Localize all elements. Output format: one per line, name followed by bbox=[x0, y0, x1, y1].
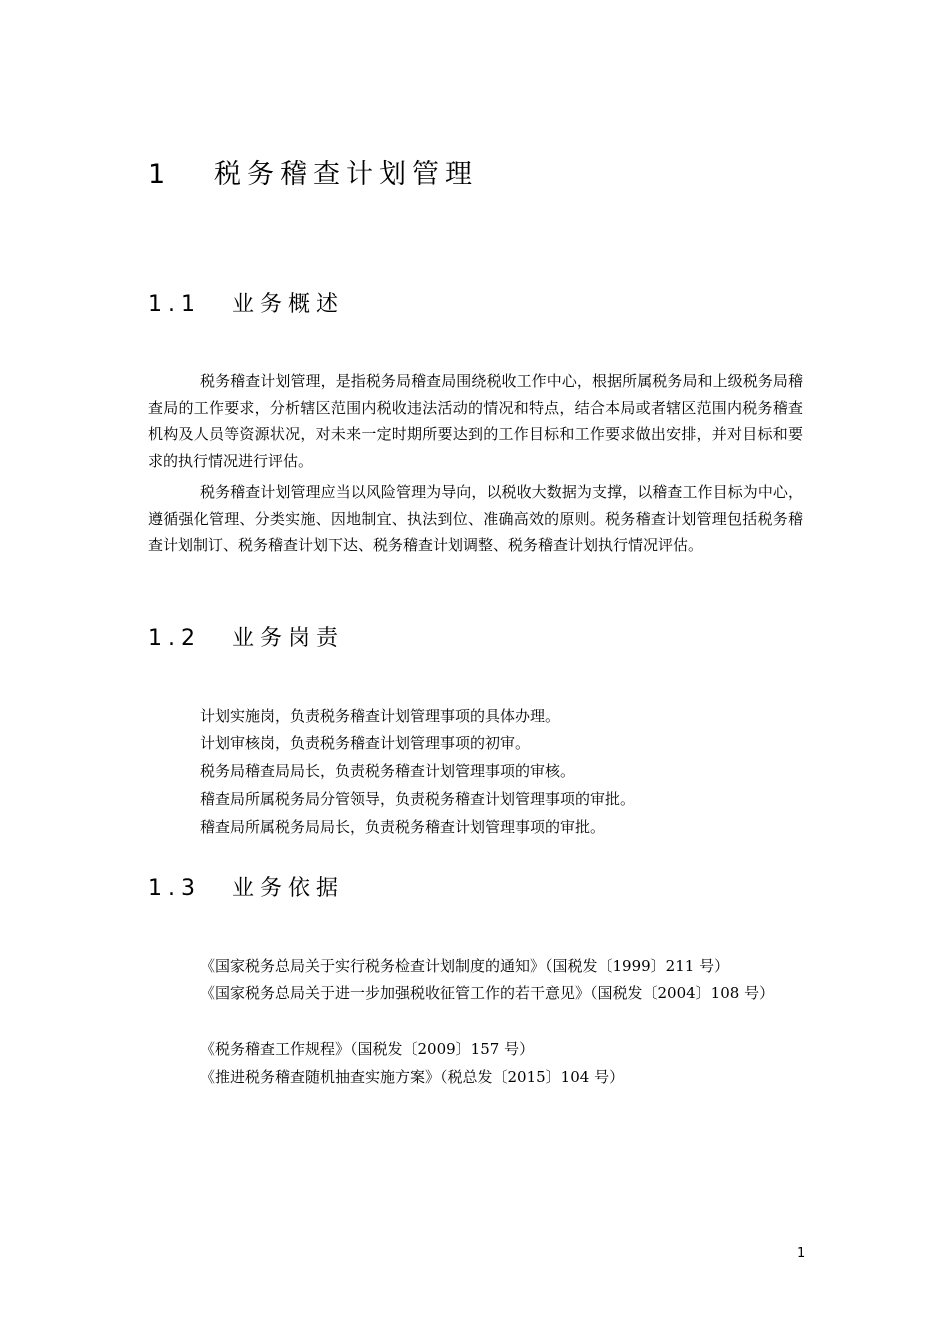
section-title: 业务概述 bbox=[232, 292, 345, 317]
chapter-heading bbox=[148, 152, 478, 191]
duty-item: 稽查局所属税务局局长，负责税务稽查计划管理事项的审批。 bbox=[200, 818, 606, 836]
page-number: 1 bbox=[797, 1246, 806, 1261]
section-title: 业务岗责 bbox=[232, 626, 345, 651]
overview-paragraph: 税务稽查计划管理，是指税务局稽查局围绕税收工作中心，根据所属税务局和上级税务局稽查局的工作要求，分析辖区范围内税收违法活动的情况和特点，结合本局或者辖区范围内税务稽查机构及人员等资源状况，对未来一定时期所要达到的工作目标和工作要求做出安排，并对目标和要求的执行情况进行评估。 bbox=[148, 372, 803, 470]
basis-item: 《国家税务总局关于实行税务检查计划制度的通知》（国税发〔1999〕211 号） bbox=[200, 957, 730, 975]
basis-item: 《推进税务稽查随机抽查实施方案》（税总发〔2015〕104 号） bbox=[200, 1068, 625, 1086]
section-heading-duties bbox=[148, 621, 344, 652]
section-number: 1.2 bbox=[148, 626, 201, 651]
chapter-number: 1 bbox=[148, 159, 172, 190]
section-title: 业务依据 bbox=[232, 876, 345, 901]
section-number: 1.3 bbox=[148, 876, 201, 901]
section-heading-overview bbox=[148, 287, 344, 318]
basis-item: 《税务稽查工作规程》（国税发〔2009〕157 号） bbox=[200, 1040, 535, 1058]
duty-item: 计划实施岗，负责税务稽查计划管理事项的具体办理。 bbox=[200, 707, 561, 725]
duty-item: 税务局稽查局局长，负责税务稽查计划管理事项的审核。 bbox=[200, 762, 576, 780]
basis-item: 《国家税务总局关于进一步加强税收征管工作的若干意见》（国税发〔2004〕108 号） bbox=[200, 984, 775, 1002]
duty-item: 稽查局所属税务局分管领导，负责税务稽查计划管理事项的审批。 bbox=[200, 790, 636, 808]
section-heading-basis bbox=[148, 871, 344, 902]
overview-paragraph: 税务稽查计划管理应当以风险管理为导向，以税收大数据为支撑，以稽查工作目标为中心，遵循强化管理、分类实施、因地制宜、执法到位、准确高效的原则。税务稽查计划管理包括税务稽查计划制订、税务稽查计划下达、税务稽查计划调整、税务稽查计划执行情况评估。 bbox=[148, 483, 803, 554]
section-number: 1.1 bbox=[148, 292, 201, 317]
duty-item: 计划审核岗，负责税务稽查计划管理事项的初审。 bbox=[200, 734, 531, 752]
chapter-title: 税务稽查计划管理 bbox=[214, 159, 478, 190]
